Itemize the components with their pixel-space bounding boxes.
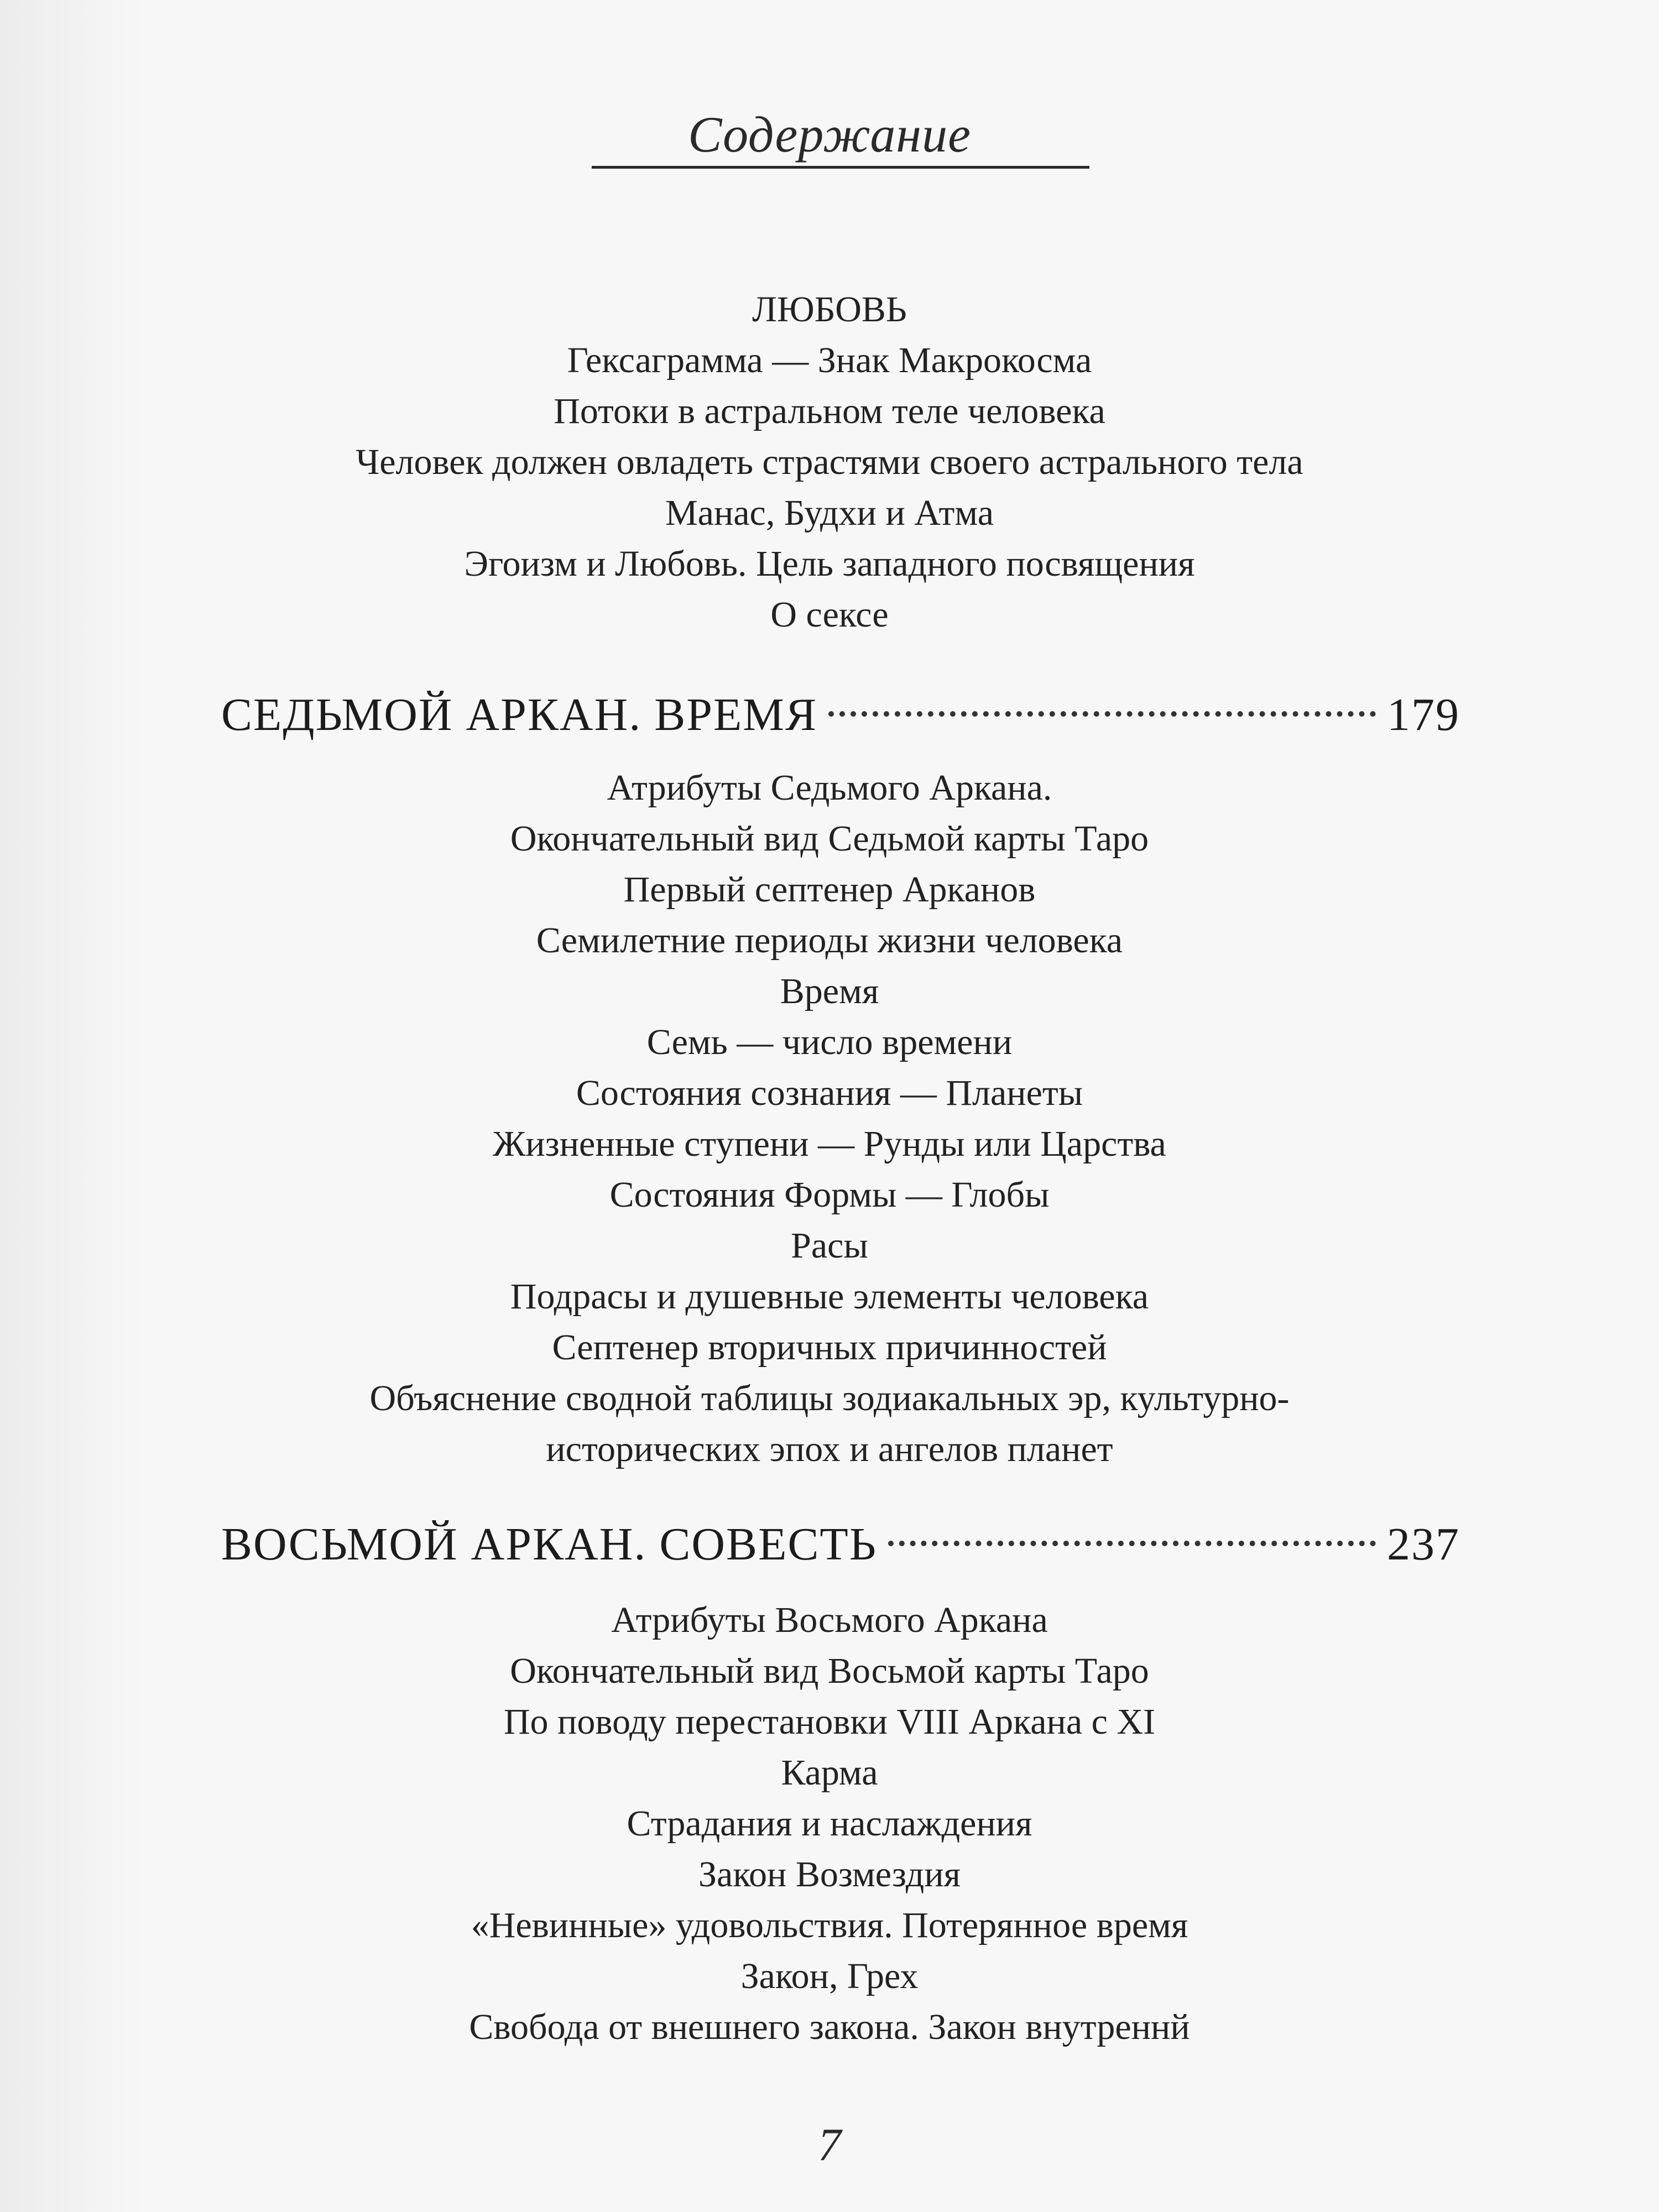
toc-entry: ЛЮБОВЬ [752,289,907,330]
toc-entry: Эгоизм и Любовь. Цель западного посвящения [464,544,1195,584]
toc-entry: Окончательный вид Седьмой карты Таро [510,818,1149,859]
toc-entry: Семилетние периоды жизни человека [536,920,1123,961]
page-header-title: Содержание [688,106,971,163]
toc-entry: Атрибуты Седьмого Аркана. [607,768,1052,808]
toc-entry: Потоки в астральном теле человека [554,391,1105,431]
toc-section-seventh-arcanum [221,675,1460,743]
toc-entry: исторических эпох и ангелов планет [546,1429,1113,1469]
toc-entry: Атрибуты Восьмого Аркана [611,1600,1048,1640]
section-title: ВОСЬМОЙ АРКАН. СОВЕСТЬ [221,1519,877,1570]
toc-entry: Подрасы и душевные элементы человека [510,1276,1149,1317]
section-page-number: 237 [1387,1519,1460,1570]
toc-entry: Первый септенер Арканов [623,869,1036,910]
toc-section-eighth-arcanum [221,1504,1460,1572]
section-page-number: 179 [1387,689,1460,740]
header-rule [592,166,1089,169]
toc-entry: О сексе [770,594,889,635]
toc-entry: Состояния Формы — Глобы [609,1175,1050,1215]
toc-entry: Состояния сознания — Планеты [576,1073,1083,1113]
toc-entry: Человек должен овладеть страстями своего астрального тела [356,442,1303,482]
toc-entry: Карма [781,1752,878,1793]
toc-entry: Объяснение сводной таблицы зодиакальных эр, культурно- [369,1378,1290,1418]
toc-entry: Гексаграмма — Знак Макрокосма [567,340,1092,380]
toc-entry: «Невинные» удовольствия. Потерянное время [471,1905,1188,1945]
toc-entry: Окончательный вид Восьмой карты Таро [510,1651,1149,1691]
toc-entry: Жизненные ступени — Рунды или Царства [493,1124,1166,1164]
toc-entry: Время [780,971,879,1011]
toc-entry: Закон Возмездия [698,1854,961,1895]
section-title: СЕДЬМОЙ АРКАН. ВРЕМЯ [221,689,818,740]
toc-entry: Септенер вторичных причинностей [552,1327,1107,1368]
toc-entry: Расы [791,1225,868,1266]
dot-leader [888,1504,1376,1559]
toc-entry: Семь — число времени [646,1022,1013,1062]
page-number: 7 [818,2119,841,2171]
toc-entry: Манас, Будхи и Атма [665,493,994,533]
toc-entry: Страдания и наслаждения [627,1803,1032,1844]
dot-leader [828,675,1376,730]
toc-entry: Свобода от внешнего закона. Закон внутреннй [469,2007,1190,2047]
toc-entry: По поводу перестановки VIII Аркана с XI [503,1702,1156,1742]
toc-entry: Закон, Грех [740,1956,919,1996]
